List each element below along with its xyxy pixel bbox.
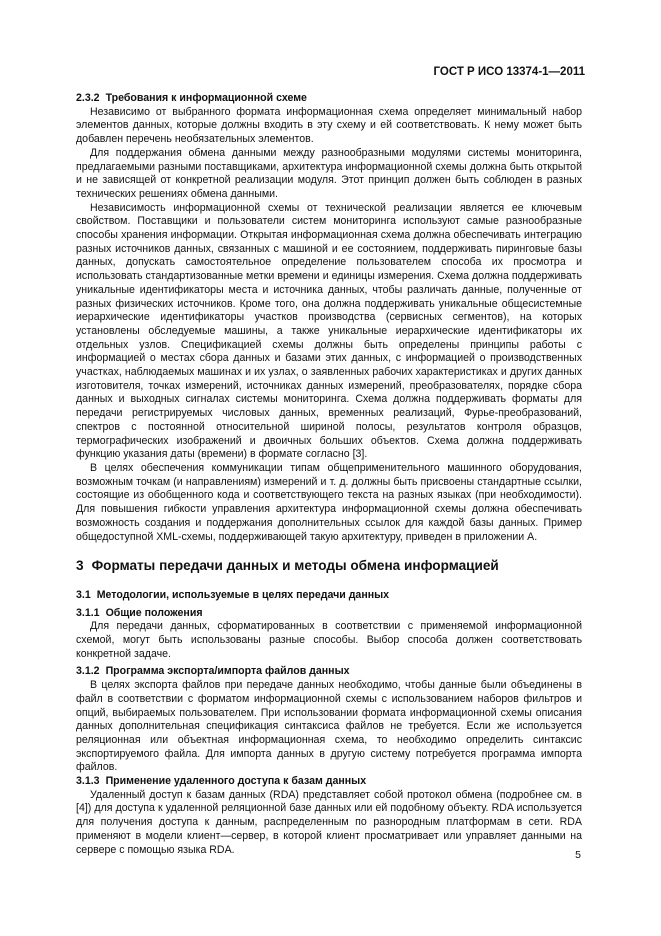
section-number: 3.1.1: [76, 606, 100, 619]
section-title: Методологии, используемые в целях передачи данных: [96, 588, 390, 601]
paragraph: Для поддержания обмена данными между разнообразными модулями системы мониторинга, предлагаемыми разными поставщиками, архитектура информационной схемы должна быть открытой и не зависящей от конкретной реализации модуля. Этот принцип должен быть соблюден в разных технических решениях обмена данными.: [76, 146, 582, 200]
section-number: 3.1.3: [76, 775, 100, 788]
section-title: Общие положения: [105, 606, 203, 619]
paragraph: Независимость информационной схемы от технической реализации является ее ключевым свойством. Поставщики и пользователи систем мониторинга используют самые разнообразные способы хранения информации. Открытая информационная схема должна обеспечивать интеграцию разных источников данных, связанных с машиной и ее состоянием, поддерживать пиринговые базы данных, допускать самостоятельное определение пользователем способа их просмотра и использовать стандартизованные метки времени и единицы измерения. Схема должна поддерживать уникальные идентификаторы места и источника данных, чтобы различать данные, полученные от разных физических источников. Кроме того, она должна поддерживать уникальные общесистемные иерархические идентификаторы участков производства (сервисных сегментов), на которых установлены обследуемые машины, а также уникальные иерархические идентификаторы их отдельных узлов. Спецификацией схемы должны быть определены принципы работы с информацией о местах сбора данных и базами этих данных, с информацией о производственных участках, наблюдаемых машинах и их узлах, о заявленных рабочих характеристиках и других данных изготовителя, точках измерений, источниках данных измерений, преобразователях, порядке сбора данных и выходных сигналах системы мониторинга. Схема должна поддерживать форматы для передачи регистрируемых числовых данных, временных реализаций, Фурье-преобразований, спектров с постоянной относительной шириной полосы, результатов контроля образцов, термографических изображений и двоичных больших объектов. Схема должна поддерживать функцию указания даты (времени) в формате согласно [3].: [76, 201, 582, 461]
section-heading-3-1-3: [76, 775, 582, 789]
page-body: [76, 92, 582, 857]
section-title: Форматы передачи данных и методы обмена информацией: [91, 558, 499, 574]
paragraph: В целях экспорта файлов при передаче данных необходимо, чтобы данные были объединены в файл в соответствии с форматом информационной схемы с использованием наборов фильтров и опций, выбираемых пользователем. При использовании формата информационной схемы описания данных дополнительная спецификация синтаксиса файлов не требуется. Если же используется реляционная или объектная информационная схема, то необходимо определить синтаксис экспортируемого файла. Для импорта данных в другую систему потребуется программа импорта файлов.: [76, 679, 582, 774]
section-heading-3: [76, 559, 582, 573]
paragraph: Независимо от выбранного формата информационная схема определяет минимальный набор элементов данных, которые должны входить в эту схему и ей соответствовать. К нему может быть добавлен перечень необязательных элементов.: [76, 105, 582, 146]
section-title: Программа экспорта/импорта файлов данных: [105, 665, 350, 678]
section-title: Применение удаленного доступа к базам данных: [105, 775, 367, 788]
section-number: 3.1: [76, 588, 91, 601]
section-heading-2-3-2: [76, 92, 582, 106]
section-heading-3-1-1: [76, 607, 582, 621]
section-number: 3.1.2: [76, 665, 100, 678]
section-title: Требования к информационной схеме: [105, 92, 307, 104]
section-heading-3-1-2: [76, 665, 582, 679]
document-code-header: ГОСТ Р ИСО 13374-1—2011: [433, 66, 585, 78]
section-heading-3-1: [76, 589, 582, 603]
paragraph: Удаленный доступ к базам данных (RDA) представляет собой протокол обмена (подробнее см. в [4]) для доступа к удаленной реляционной базе данных или ей подобному объекту. RDA используется для получения доступа к данным, распределенным по разнородным платформам в сети. RDA применяют в модели клиент—сервер, в которой клиент просматривает или управляет данными на сервере с помощью языка RDA.: [76, 788, 582, 856]
paragraph: Для передачи данных, сформатированных в соответствии с применяемой информационной схемой, могут быть использованы разные способы. Выбор способа должен соответствовать конкретной задаче.: [76, 620, 582, 660]
paragraph: В целях обеспечения коммуникации типам общеприменительного машинного оборудования, возможным точкам (и направлениям) измерений и т. д. должны быть присвоены стандартные ссылки, состоящие из обобщенного кода и соответствующего текста на разных языках (при необходимости). Для повышения гибкости управления архитектура информационной схемы должна обеспечивать возможность создания и поддержания дополнительных ссылок для каждой базы данных. Пример общедоступной XML-схемы, поддерживающей такую архитектуру, приведен в приложении А.: [76, 461, 582, 543]
section-number: 2.3.2: [76, 92, 100, 104]
page-number: 5: [575, 849, 581, 861]
section-number: 3: [76, 558, 84, 574]
